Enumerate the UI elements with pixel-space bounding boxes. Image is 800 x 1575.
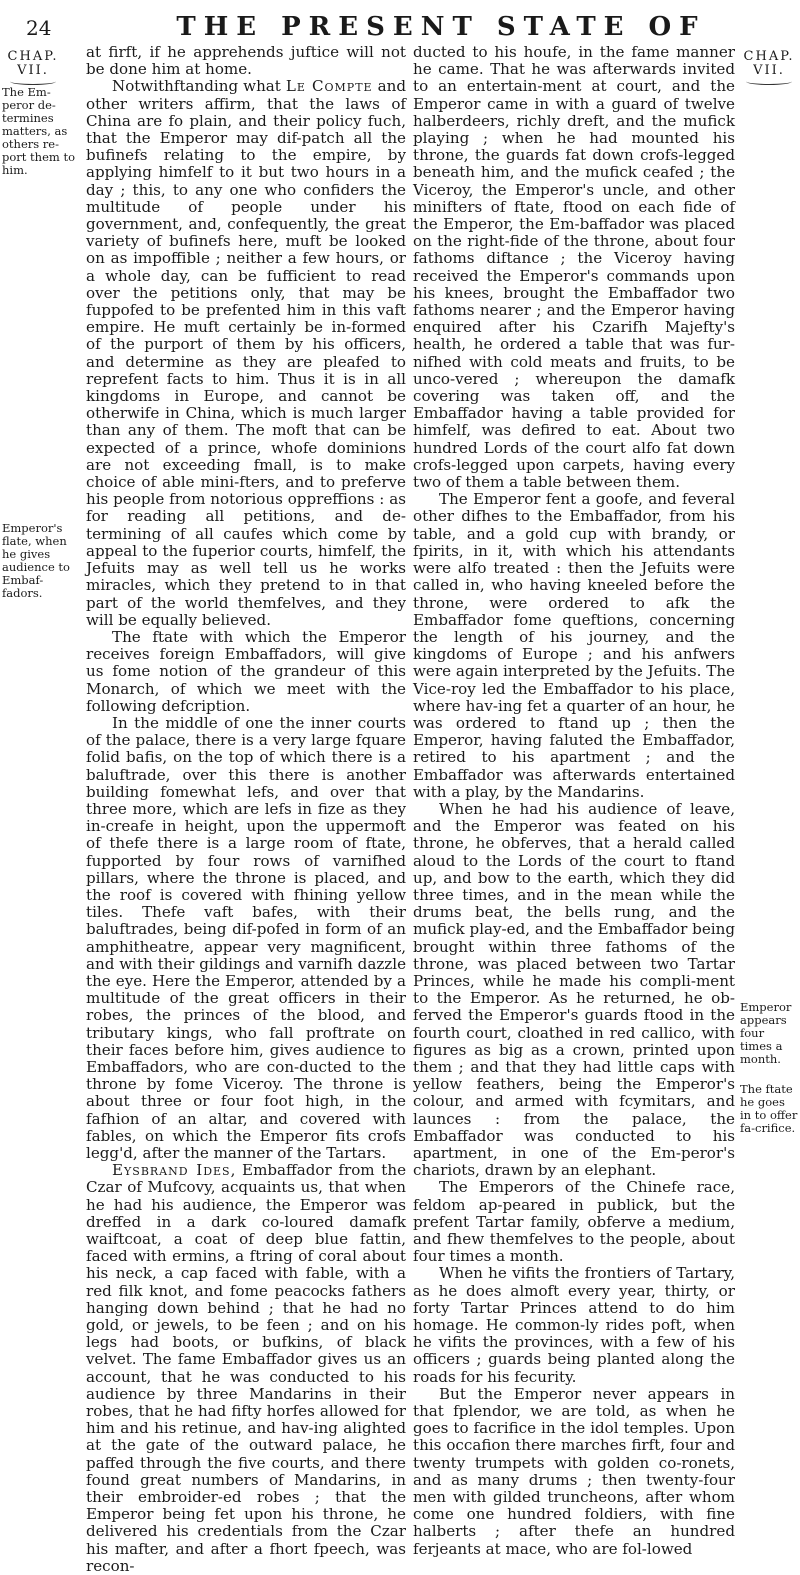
paragraph-text: and other writers affirm, that the laws of China are fo plain, and their policy fuch, that the Emperor may dif-patch all the bufinefs relating to the empire, by applying himfelf to it but two hours in a day ; this, to any one who confiders the multitude of people under his government, and, confequently, the great variety of bufinefs here, muft be looked on as impoffible ; neither a few hours, or a whole day, can be fufficient to read over the petitions only, that may be fuppofed to be prefented him in this vaft empire. He muft certainly be in-formed of the purport of them by his officers, and determine as they are pleafed to reprefent facts to him. Thus it is in all kingdoms in Europe, and cannot be otherwife in China, which is much larger than any of them. The moft that can be expected of a prince, whofe dominions are not exceeding fmall, is to make choice of able mini-fters, and to preferve his people from notorious oppreffions : as for reading all petitions, and de-termining of all caufes which come by appeal to the fuperior courts, himfelf, the Jefuits may as well tell us he works miracles, which they pretend to in that part of the world themfelves, and they will be equally believed. [86, 77, 406, 629]
paragraph: But the Emperor never appears in that fplendor, we are told, as when he goes to facrifice in the idol temples. Upon this occafion there marches firft, four and twenty trumpets with golden co-ronets, and as many drums ; then twenty-four men with gilded truncheons, after whom come one hundred foldiers, with fine halberts ; after thefe an hundred ferjeants at mace, who are fol-lowed [413, 1384, 735, 1558]
paragraph: In the middle of one the inner courts of the palace, there is a very large fquare folid bafis, on the top of which there is a baluftrade, over this there is another building fomewhat lefs, and over that three more, which are lefs in fize as they in-creafe in height, upon the uppermoft of thefe there is a large room of ftate, fupported by four rows of varnifhed pillars, where the throne is placed, and the roof is covered with fhining yellow tiles. Thefe vaft bafes, with their baluftrades, being dif-pofed in form of an amphitheatre, appear very magnificent, and with their gildings and varnifh dazzle the eye. Here the Emperor, attended by a multitude of the great officers in their robes, the princes of the blood, and tributary kings, who fall proftrate on their faces before him, gives audience to Embaffadors, who are con-ducted to the throne by fome Viceroy. The throne is about three or four foot high, in the fafhion of an altar, and covered with fables, on which the Emperor fits crofs legg'd, after the manner of the Tartars. [86, 713, 406, 1162]
margin-note-state-sacrifice: The ftate he goes in to offer fa-crifice. [740, 1082, 798, 1135]
chapter-number: VII. [753, 63, 785, 78]
margin-note-emperor-appears: Emperor appears four times a month. [740, 1000, 792, 1066]
chapter-mark-left [4, 50, 62, 85]
chapter-rule [10, 78, 56, 85]
chapter-label: CHAP. [743, 49, 795, 64]
right-column [413, 44, 735, 1558]
paragraph: The Emperors of the Chinefe race, feldom ap-peared in publick, but the prefent Tartar family, obferve a medium, and fhew themfelves to the people, about four times a month. [413, 1178, 735, 1266]
paragraph: ducted to his houfe, in the fame manner he came. That he was afterwards invited to an entertain-ment at court, and the Emperor came in with a guard of twelve halberdeers, richly dreft, and the mufick playing ; when he had mounted his throne, the guards fat down crofs-legged beneath him, and the mufick ceafed ; the Viceroy, the Emperor's uncle, and other minifters of ftate, ftood on each fide of the Emperor, the Em-baffador was placed on the right-fide of the throne, about four fathoms diftance ; the Viceroy having received the Emperor's commands upon his knees, brought the Embaffador two fathoms nearer ; and the Emperor having enquired after his Czarifh Majefty's health, he ordered a table that was fur-nifhed with cold meats and fruits, to be unco-vered ; whereupon the damafk covering was taken off, and the Embaffador having a table provided for himfelf, was defired to eat. About two hundred Lords of the court alfo fat down crofs-legged upon carpets, having every two of them a table between them. [413, 43, 735, 492]
paragraph [86, 1162, 406, 1575]
margin-note-emperor-determines: The Em-peror de-termines matters, as others re-port them to him. [2, 85, 75, 177]
paragraph-text: Notwithftanding what [112, 77, 281, 96]
paragraph-text: , Embaffador from the Czar of Mufcovy, acquaints us, that when he had his audience, the Emperor was dreffed in a dark co-loured damafk waiftcoat, a coat of deep blue fattin, faced with ermins, a ftring of coral about his neck, a cap faced with fable, with a red filk knot, and fome peacocks fathers hanging down behind ; that he had no gold, or jewels, to be feen ; and on his legs had boots, or bufkins, of black velvet. The fame Embaffador gives us an account, that he was conducted to his audience by three Mandarins in their robes, that he had fifty horfes allowed for him and his retinue, and hav-ing alighted at the gate of the outward palace, he paffed through the five courts, and there found great numbers of Mandarins, in their embroider-ed robes ; that the Emperor being fet upon his throne, he delivered his credentials from the Czar his mafter, and after a fhort fpeech, was recon- [86, 1161, 406, 1575]
author-name: Le Compte [285, 77, 373, 96]
chapter-rule [746, 78, 792, 85]
chapter-label: CHAP. [7, 49, 59, 64]
paragraph: at firft, if he apprehends juftice will not be done him at home. [86, 43, 406, 79]
author-name: Eysbrand Ides [112, 1161, 231, 1180]
paragraph: The Emperor fent a goofe, and feveral other difhes to the Embaffador, from his table, and a gold cup with brandy, or fpirits, in it, with which his attendants were alfo treated : then the Jefuits were called in, who having kneeled before the throne, were ordered to afk the Embaffador fome queftions, concerning the length of his journey, and the kingdoms of Europe ; and his anfwers were again interpreted by the Jefuits. The Vice-roy led the Embaffador to his place, where hav-ing fet a quarter of an hour, he was ordered to ftand up ; then the Emperor, having faluted the Embaffador, retired to his apartment ; and the Embaffador was afterwards entertained with a play, by the Mandarins. [413, 490, 735, 801]
left-column [86, 44, 406, 1575]
margin-note-emperor-palace: Emperor's flate, when he gives audience to Embaf-fadors. [2, 521, 70, 600]
paragraph: When he vifits the frontiers of Tartary, as he does almoft every year, thirty, or forty Tartar Princes attend to do him homage. He common-ly rides poft, when he vifits the provinces, with a few of his officers ; guards being planted along the roads for his fecurity. [413, 1264, 735, 1386]
chapter-number: VII. [17, 63, 49, 78]
paragraph: The ftate with which the Emperor receives foreign Embaffadors, will give us fome notion of the grandeur of this Monarch, of which we meet with the following defcription. [86, 627, 406, 715]
running-head: THE PRESENT STATE OF [176, 12, 706, 42]
page-number: 24 [26, 16, 52, 40]
chapter-mark-right [740, 50, 798, 85]
paragraph [86, 78, 406, 629]
paragraph: When he had his audience of leave, and the Emperor was feated on his throne, he obferves, that a herald called aloud to the Lords of the court to ftand up, and bow to the earth, which they did three times, and in the mean while the drums beat, the bells rung, and the mufick play-ed, and the Embaffador being brought within three fathoms of the throne, was placed between two Tartar Princes, while he made his compli-ment to the Emperor. As he returned, he ob-ferved the Emperor's guards ftood in the fourth court, cloathed in red callico, with figures as big as a crown, printed upon them ; and that they had little caps with yellow feathers, being the Emperor's colour, and armed with fcymitars, and launces : from the palace, the Embaffador was conducted to his apartment, in one of the Em-peror's chariots, drawn by an elephant. [413, 799, 735, 1180]
